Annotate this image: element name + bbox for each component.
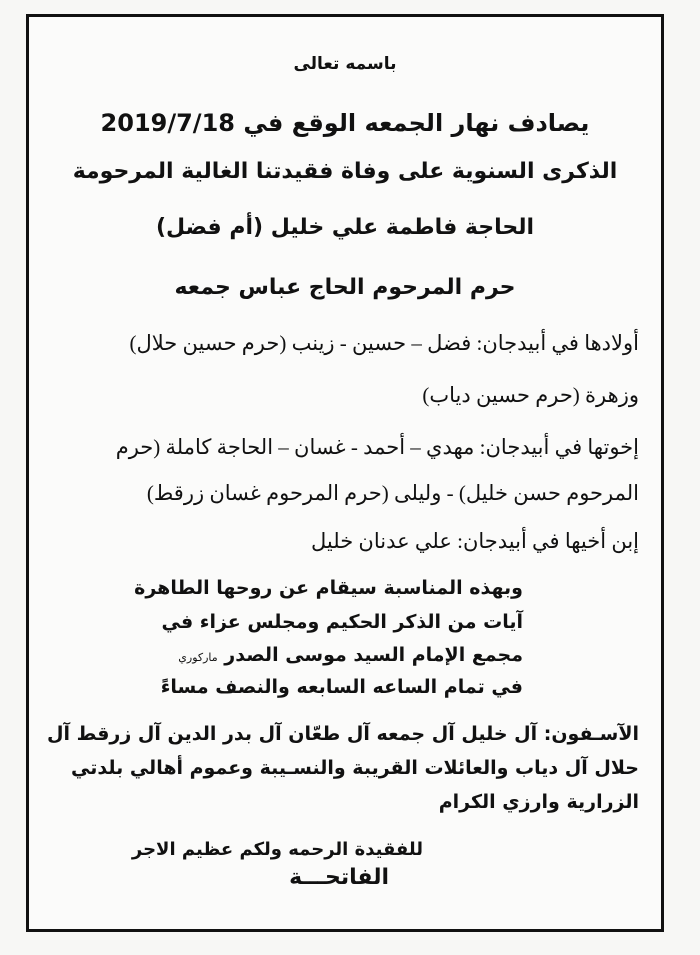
occasion-venue: مجمع الإمام السيد موسى الصدر xyxy=(224,644,523,666)
blessing-heading: باسمه تعالى xyxy=(293,54,397,74)
nephew-line: إبن أخيها في أبيدجان: علي عدنان خليل xyxy=(311,529,639,553)
mourners-line-2: حلال آل دياب والعائلات القريبة والنسـيبة وعموم أهالي بلدتي xyxy=(71,757,639,779)
occasion-place: ماركوري xyxy=(178,651,218,664)
mourners-line-1: الآسـفون: آل خليل آل جمعه آل طعّان آل بدر الدين آل زرقط آل xyxy=(47,723,639,745)
closing-line: للفقيدة الرحمه ولكم عظيم الاجر xyxy=(131,839,423,860)
occasion-line-4: في تمام الساعه السابعه والنصف مساءً xyxy=(160,676,523,698)
notice-frame xyxy=(26,14,664,932)
siblings-line-2: المرحوم حسن خليل) - وليلى (حرم المرحوم غسان زرقط) xyxy=(146,481,639,505)
anniversary-line: الذكرى السنوية على وفاة فقيدتنا الغالية المرحومة xyxy=(72,159,618,184)
siblings-line-1: إخوتها في أبيدجان: مهدي – أحمد - غسان – الحاجة كاملة (حرم xyxy=(115,435,639,459)
deceased-name: الحاجة فاطمة علي خليل (أم فضل) xyxy=(155,215,535,240)
occasion-line-3 xyxy=(178,644,523,666)
mourners-line-3: الزرارية وارزي الكرام xyxy=(438,791,639,813)
spouse-line: حرم المرحوم الحاج عباس جمعه xyxy=(174,275,516,300)
children-line-2: وزهرة (حرم حسين دياب) xyxy=(422,383,639,407)
fatiha-line: الفاتحـــة xyxy=(289,865,389,890)
children-line-1: أولادها في أبيدجان: فضل – حسين - زينب (حرم حسين حلال) xyxy=(129,331,639,355)
occasion-line-1: وبهذه المناسبة سيقام عن روحها الطاهرة xyxy=(134,577,523,599)
occasion-line-2: آيات من الذكر الحكيم ومجلس عزاء في xyxy=(161,611,523,633)
date-line: يصادف نهار الجمعه الوقع في 2019/7/18 xyxy=(100,109,590,137)
